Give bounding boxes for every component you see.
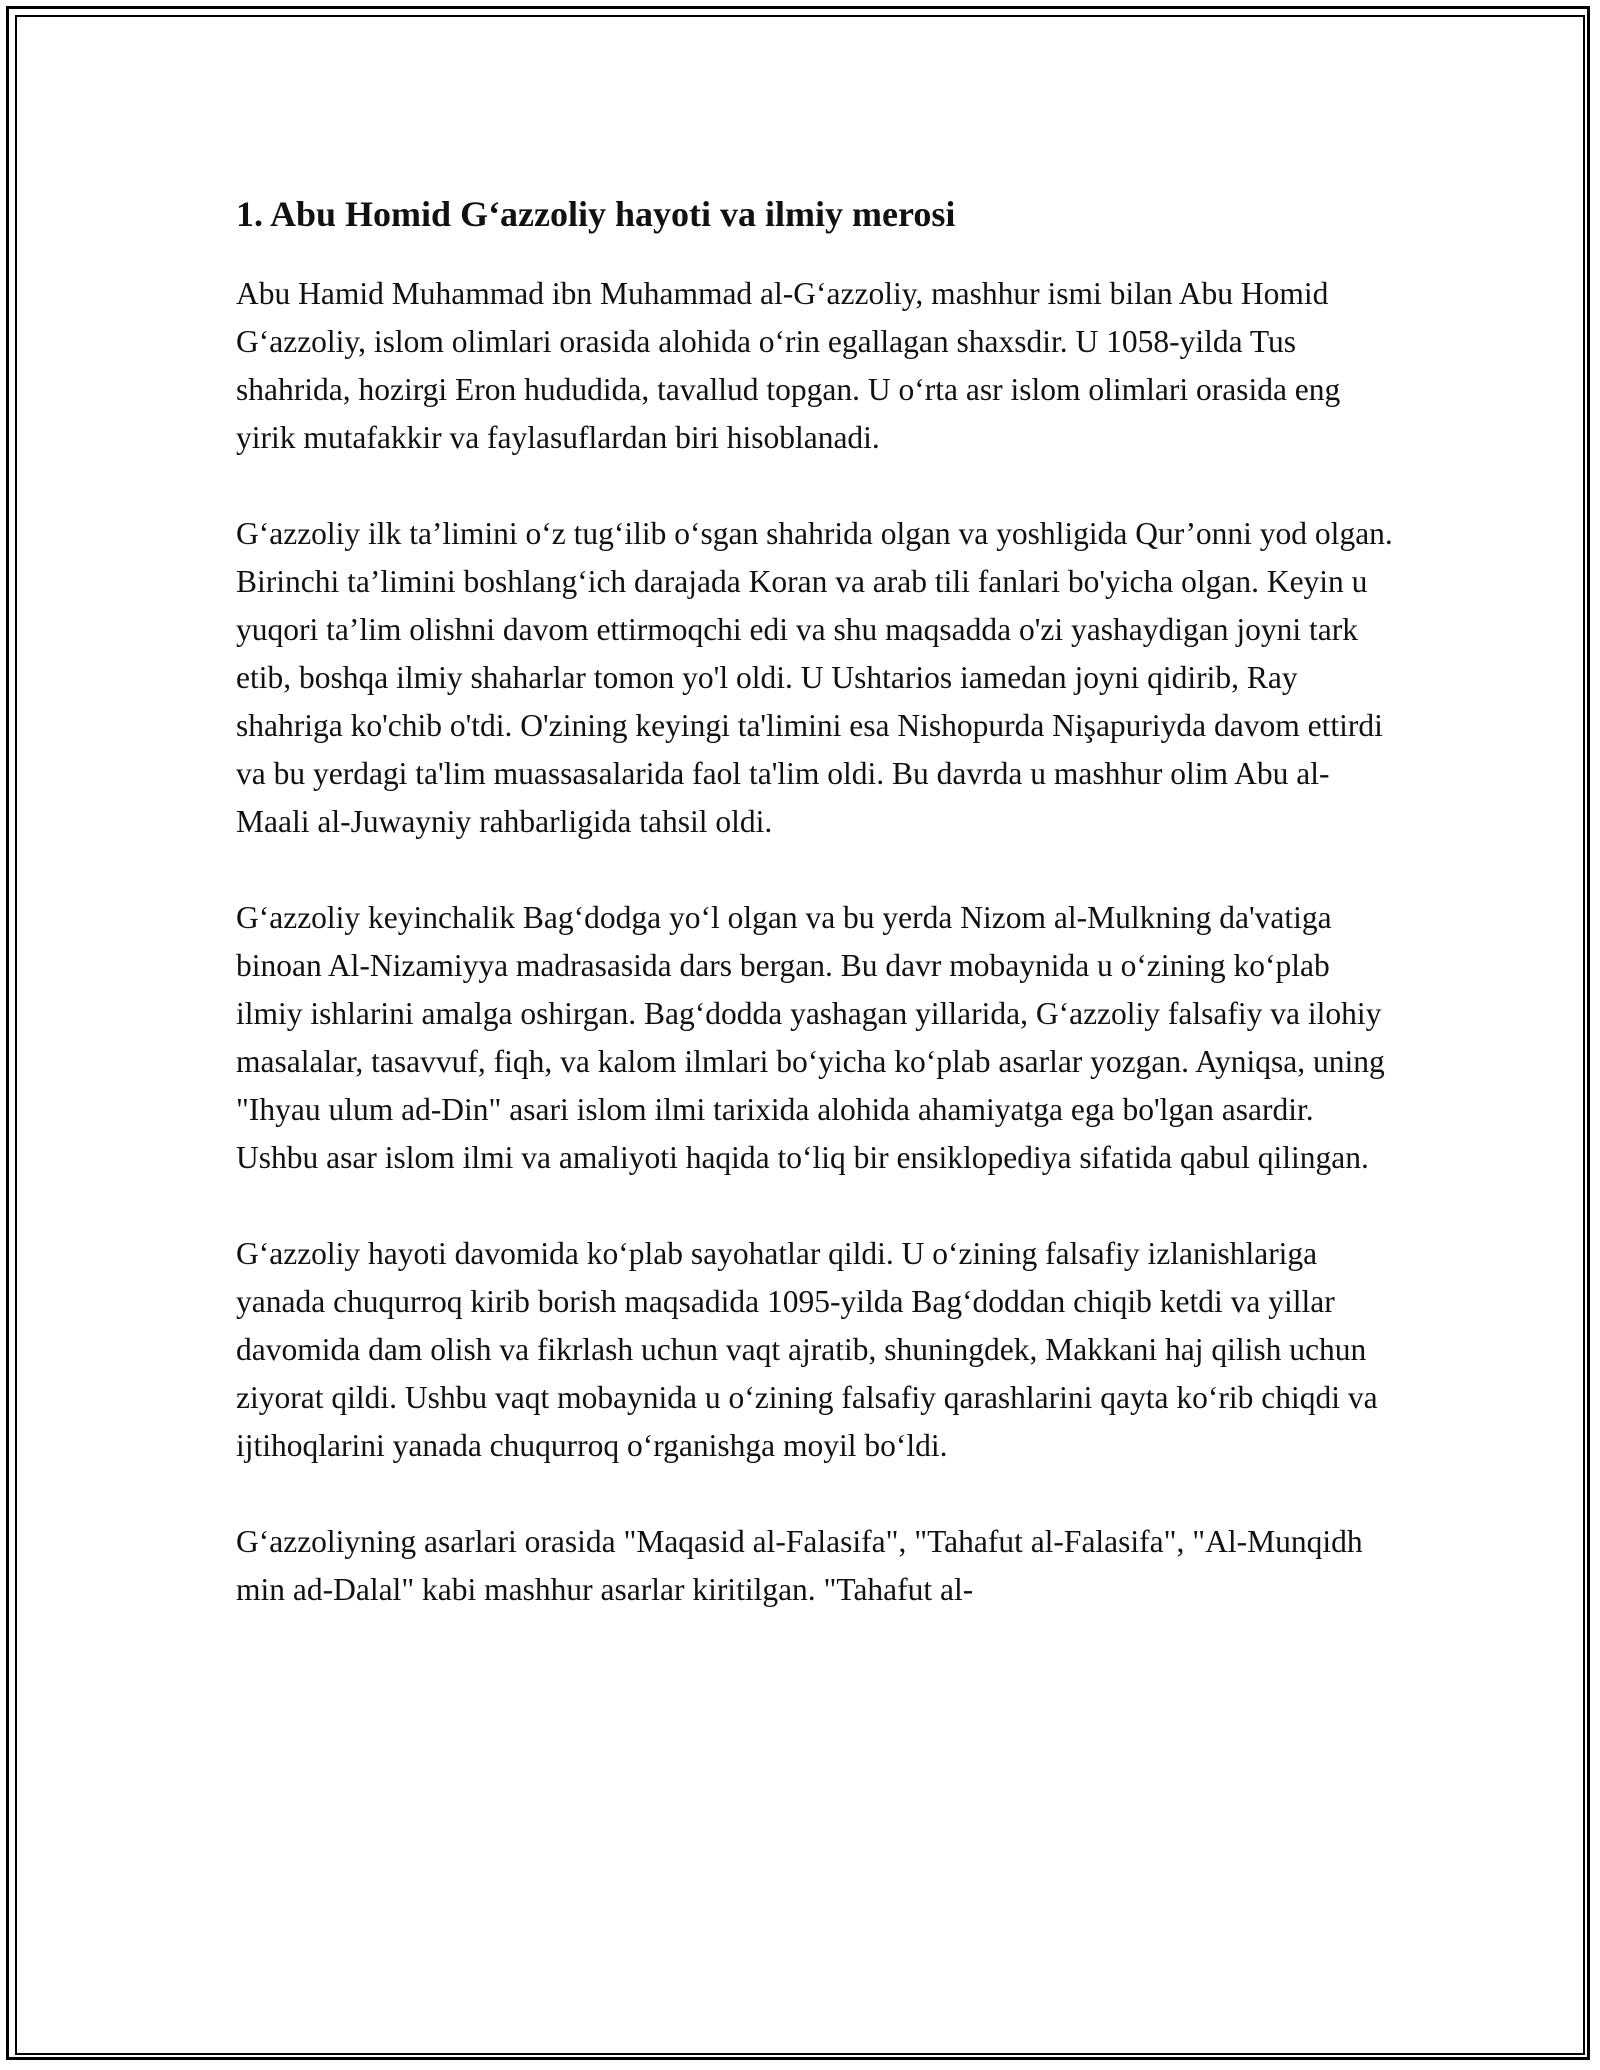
paragraph-2: G‘azzoliy ilk ta’limini o‘z tug‘ilib o‘sgan shahrida olgan va yoshligida Qur’onni yod olgan. Birinchi ta’limini boshlang‘ich darajada Koran va arab tili fanlari bo'yicha olgan. Keyin u yuqori ta’lim olishni davom ettirmoqchi edi va shu maqsadda o'zi yashaydigan joyni tark etib, boshqa ilmiy shaharlar tomon yo'l oldi. U Ushtarios iamedan joyni qidirib, Ray shahriga ko'chib o'tdi. O'zining keyingi ta'limini esa Nishopurda Nişapuriyda davom ettirdi va bu yerdagi ta'lim muassasalarida faol ta'lim oldi. Bu davrda u mashhur olim Abu al-Maali al-Juwayniy rahbarligida tahsil oldi. — [236, 516, 1393, 839]
paragraph-3: G‘azzoliy keyinchalik Bag‘dodga yo‘l olgan va bu yerda Nizom al-Mulkning da'vatiga binoan Al-Nizamiyya madrasasida dars bergan. Bu davr mobaynida u o‘zining ko‘plab ilmiy ishlarini amalga oshirgan. Bag‘dodda yashagan yillarida, G‘azzoliy falsafiy va ilohiy masalalar, tasavvuf, fiqh, va kalom ilmlari bo‘yicha ko‘plab asarlar yozgan. Ayniqsa, uning "Ihyau ulum ad-Din" asari islom ilmi tarixida alohida ahamiyatga ega bo'lgan asardir. Ushbu asar islom ilmi va amaliyoti haqida to‘liq bir ensiklopediya sifatida qabul qilingan. — [236, 900, 1385, 1175]
paragraph-1: Abu Hamid Muhammad ibn Muhammad al-G‘azzoliy, mashhur ismi bilan Abu Homid G‘azzoliy, islom olimlari orasida alohida o‘rin egallagan shaxsdir. U 1058-yilda Tus shahrida, hozirgi Eron hududida, tavallud topgan. U o‘rta asr islom olimlari orasida eng yirik mutafakkir va faylasuflardan biri hisoblanadi. — [236, 276, 1341, 455]
section-heading: 1. Abu Homid G‘azzoliy hayoti va ilmiy merosi — [236, 194, 956, 234]
paragraph-4: G‘azzoliy hayoti davomida ko‘plab sayohatlar qildi. U o‘zining falsafiy izlanishlariga yanada chuqurroq kirib borish maqsadida 1095-yilda Bag‘doddan chiqib ketdi va yillar davomida dam olish va fikrlash uchun vaqt ajratib, shuningdek, Makkani haj qilish uchun ziyorat qildi. Ushbu vaqt mobaynida u o‘zining falsafiy qarashlarini qayta ko‘rib chiqdi va ijtihoqlarini yanada chuqurroq o‘rganishga moyil bo‘ldi. — [236, 1236, 1378, 1463]
paragraph-5: G‘azzoliyning asarlari orasida "Maqasid al-Falasifa", "Tahafut al-Falasifa", "Al-Munqidh min ad-Dalal" kabi mashhur asarlar kiritilgan. "Tahafut al- — [236, 1524, 1363, 1607]
document-body — [236, 188, 1396, 1614]
